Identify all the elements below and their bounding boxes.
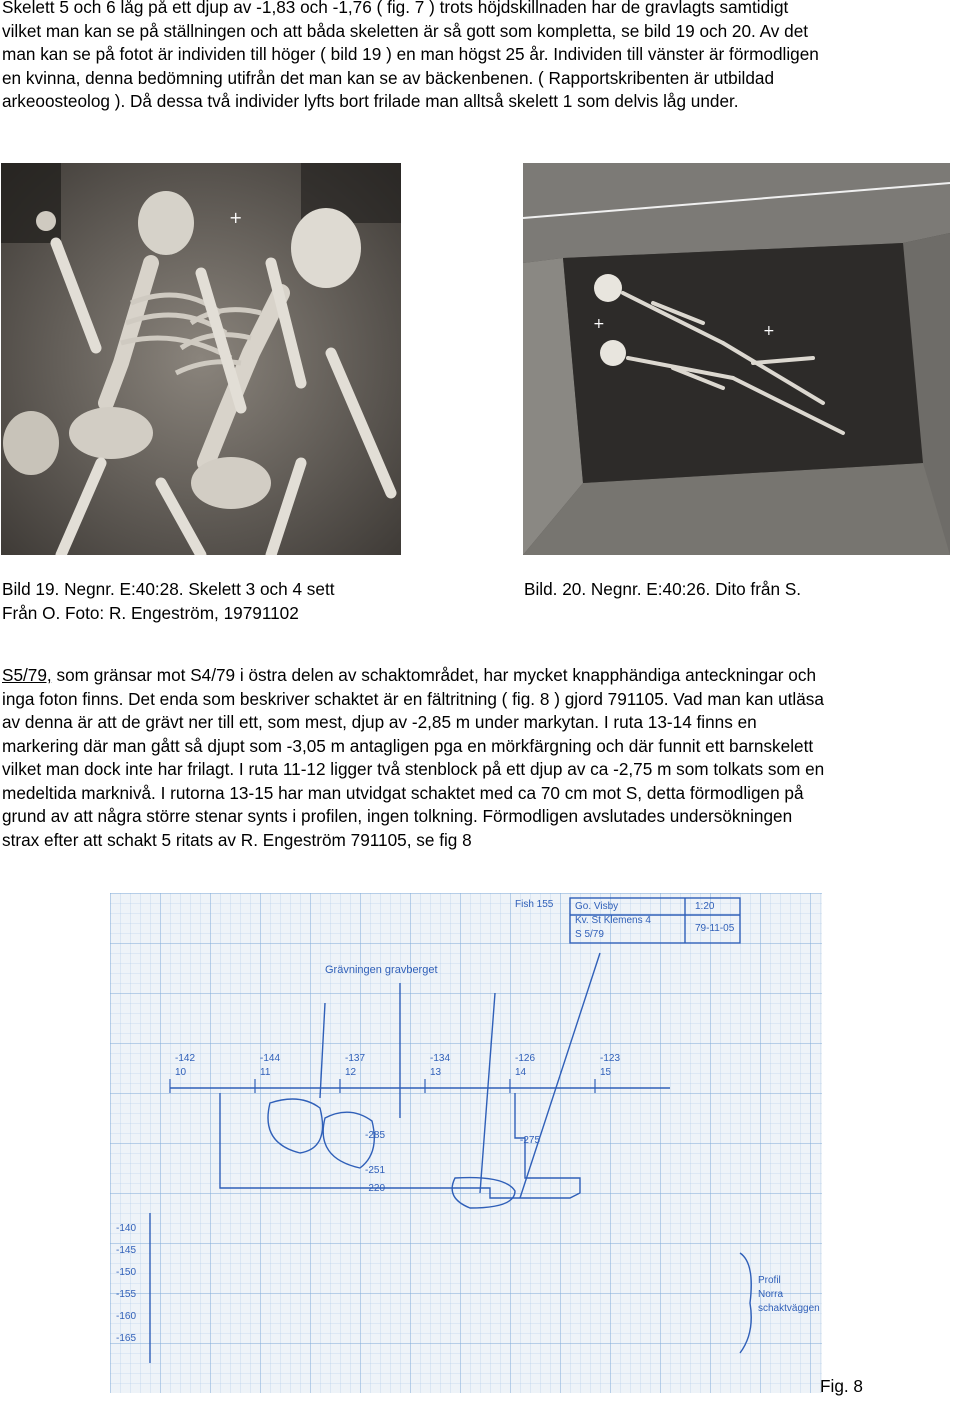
top-level-label: -142 xyxy=(175,1053,196,1064)
schakt-line: grund av att några större stenar synts i profilen, ingen tolkning. Förmodligen avslutades undersökningen xyxy=(2,806,793,826)
intro-paragraph xyxy=(2,0,960,114)
depth-label: -220 xyxy=(365,1183,386,1194)
top-level-label: -126 xyxy=(515,1053,536,1064)
intro-line: en kvinna, denna bedömning utifrån det man kan se av bäckenbenen. ( Rapportskribenten är utbildad xyxy=(2,67,775,88)
svg-text:+: + xyxy=(229,208,243,227)
drawing-header-text: 79-11-05 xyxy=(695,923,735,934)
svg-text:+: + xyxy=(593,316,605,332)
svg-text:+: + xyxy=(763,323,775,339)
grid-number-label: 14 xyxy=(515,1067,527,1078)
caption-line: Bild 19. Negnr. E:40:28. Skelett 3 och 4 sett xyxy=(2,579,335,599)
left-level-label: -150 xyxy=(116,1267,137,1278)
grid-number-label: 13 xyxy=(430,1067,442,1078)
grid-number-label: 10 xyxy=(175,1067,187,1078)
schakt-first-line-text: som gränsar mot S4/79 i östra delen av schaktområdet, har mycket knapphändiga anteckningar och xyxy=(51,665,817,685)
skeleton-photo-bild-19 xyxy=(1,163,401,555)
caption-line: Bild. 20. Negnr. E:40:26. Dito från S. xyxy=(524,579,802,599)
schakt-line-first xyxy=(2,664,960,688)
intro-line: vilket man kan se på ställningen och att båda skeletten är så gott som kompletta, se bild 19 och 20. Av det xyxy=(2,20,809,41)
left-level-label: -155 xyxy=(116,1289,137,1300)
left-level-label: -160 xyxy=(116,1311,137,1322)
caption-line: Från O. Foto: R. Engeström, 19791102 xyxy=(2,602,299,623)
drawing-header-text: S 5/79 xyxy=(575,929,604,940)
drawing-header-text: Fish 155 xyxy=(515,899,554,910)
depth-label: -285 xyxy=(365,1130,386,1141)
intro-line: Skelett 5 och 6 låg på ett djup av -1,83 och -1,76 ( fig. 7 ) trots höjdskillnaden har de gravlagts samtidigt xyxy=(2,0,789,17)
intro-line: man kan se på fotot är individen till höger ( bild 19 ) en man högst 25 år. Individen till vänster är förmodligen xyxy=(2,44,819,64)
left-level-label: -165 xyxy=(116,1333,137,1344)
excavation-photo-bild-20 xyxy=(523,163,950,555)
field-drawing-fig-8 xyxy=(110,893,822,1393)
left-level-label: -140 xyxy=(116,1223,137,1234)
depth-label: -251 xyxy=(365,1165,386,1176)
field-drawing-svg xyxy=(110,893,822,1393)
intro-line: arkeoosteolog ). Då dessa två individer lyfts bort frilade man alltså skelett 1 som delvis låg under. xyxy=(2,91,739,111)
bild-20-caption xyxy=(524,578,801,602)
grid-number-label: 11 xyxy=(260,1067,271,1078)
drawing-header-text: Go. Visby xyxy=(575,901,619,912)
top-level-label: -137 xyxy=(345,1053,366,1064)
schakt-line: inga foton finns. Det enda som beskriver schaktet är en fältritning ( fig. 8 ) gjord 791105. Vad man kan utläsa xyxy=(2,688,824,709)
left-level-label: -145 xyxy=(116,1245,137,1256)
drawing-header-text: Kv. St Klemens 4 xyxy=(575,915,651,926)
excavation-photo-illustration xyxy=(523,163,950,555)
top-level-label: -123 xyxy=(600,1053,621,1064)
drawing-header-text: 1:20 xyxy=(695,901,715,912)
top-level-label: -134 xyxy=(430,1053,451,1064)
skeleton-photo-illustration xyxy=(1,163,401,555)
schakt-line: av denna är att de grävt ner till ett, som mest, djup av -2,85 m under markytan. I ruta 13-14 finns en xyxy=(2,712,757,732)
grid-number-label: 15 xyxy=(600,1067,612,1078)
profile-note: Profil xyxy=(758,1275,781,1286)
profile-note: Norra xyxy=(758,1289,784,1300)
schakt-line: markering där man gått så djupt som -3,05 m antagligen pga en mörkfärgning och där funnit ett barnskelett xyxy=(2,735,814,756)
grid-number-label: 12 xyxy=(345,1067,357,1078)
fig-8-label: Fig. 8 xyxy=(820,1376,863,1396)
profile-note: schaktväggen xyxy=(758,1303,820,1314)
schakt-line: medeltida marknivå. I rutorna 13-15 har man utvidgat schaktet med ca 70 cm mot S, detta förmodligen på xyxy=(2,782,804,803)
schakt-line: vilket man dock inte har frilagt. I ruta 11-12 ligger två stenblock på ett djup av ca -2,75 m som tolkats som en xyxy=(2,759,825,779)
bild-19-caption xyxy=(2,578,335,625)
drawing-annotation-title: Grävningen gravberget xyxy=(325,964,438,976)
schakt-line: strax efter att schakt 5 ritats av R. Engeström 791105, se fig 8 xyxy=(2,829,472,850)
top-level-label: -144 xyxy=(260,1053,281,1064)
schakt-heading: S5/79, xyxy=(2,665,52,685)
schakt-paragraph xyxy=(2,664,960,852)
depth-label: -275 xyxy=(520,1135,541,1146)
